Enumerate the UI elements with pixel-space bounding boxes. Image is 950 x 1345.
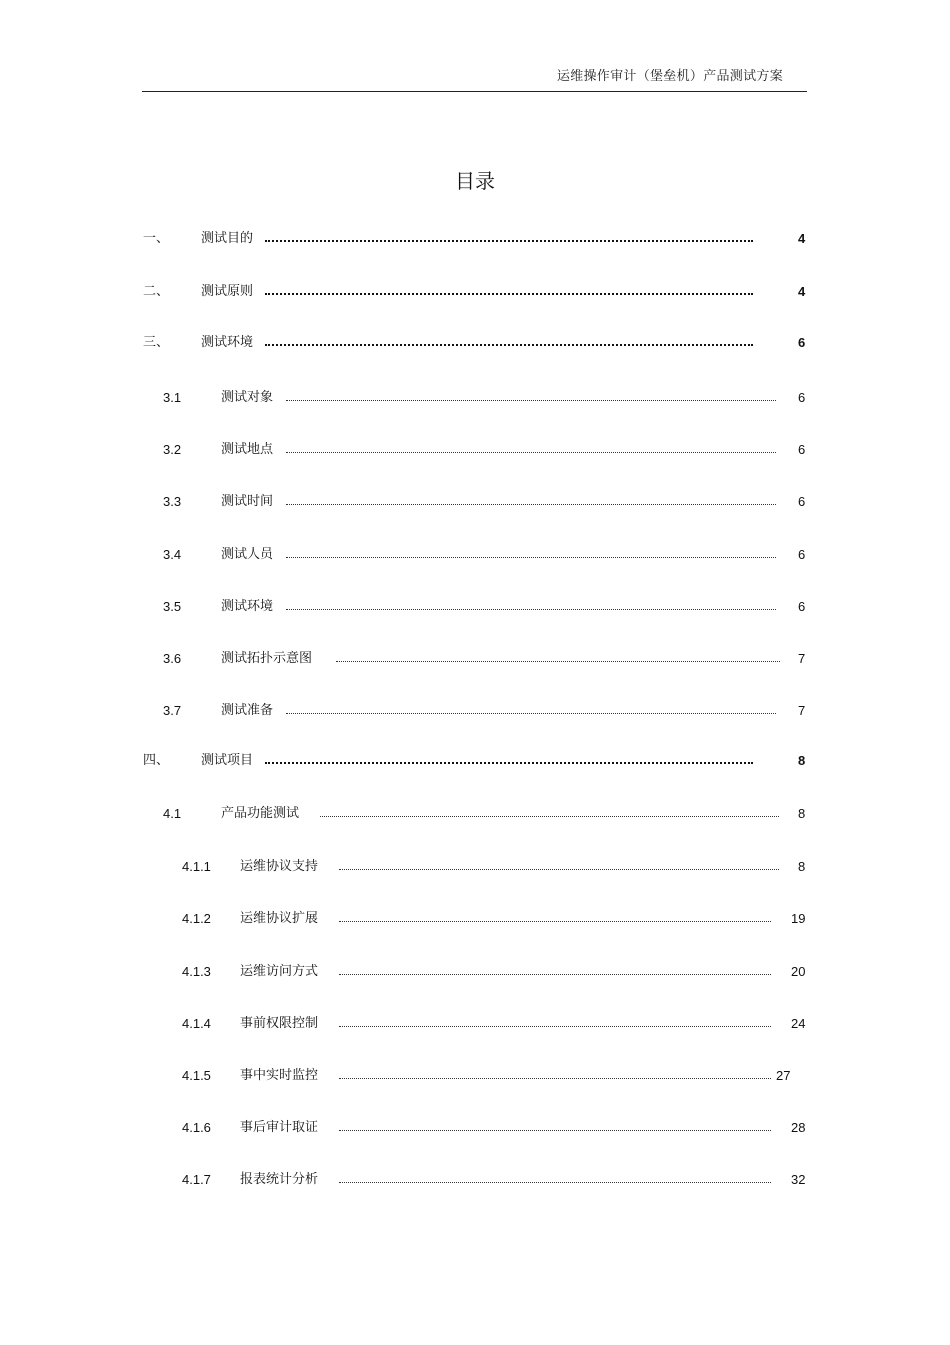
toc-entry-label: 测试准备 bbox=[221, 703, 274, 718]
toc-entry-label: 运维访问方式 bbox=[240, 964, 319, 979]
toc-entry[interactable] bbox=[182, 1170, 808, 1190]
toc-dot-leader bbox=[339, 869, 779, 870]
toc-dot-leader bbox=[336, 661, 780, 662]
toc-entry-page: 20 bbox=[791, 964, 806, 979]
toc-dot-leader bbox=[339, 921, 771, 922]
toc-entry-number: 一、 bbox=[143, 231, 170, 246]
toc-entry-number: 4.1.5 bbox=[182, 1068, 211, 1083]
toc-entry[interactable] bbox=[163, 597, 808, 617]
toc-dot-leader bbox=[339, 1182, 771, 1183]
toc-entry-number: 3.3 bbox=[163, 494, 182, 509]
toc-entry-page: 6 bbox=[798, 547, 806, 562]
toc-dot-leader bbox=[286, 504, 776, 505]
running-header-title: 运维操作审计（堡垒机）产品测试方案 bbox=[556, 69, 783, 84]
toc-dot-leader bbox=[339, 974, 771, 975]
toc-entry-number: 4.1.6 bbox=[182, 1120, 211, 1135]
toc-entry-page: 24 bbox=[791, 1016, 806, 1031]
toc-entry-label: 测试环境 bbox=[221, 599, 274, 614]
toc-entry[interactable] bbox=[143, 751, 808, 771]
toc-entry-label: 产品功能测试 bbox=[221, 806, 300, 821]
toc-entry-page: 6 bbox=[798, 335, 806, 350]
toc-dot-leader bbox=[286, 452, 776, 453]
toc-dot-leader bbox=[286, 713, 776, 714]
toc-dot-leader bbox=[265, 762, 753, 764]
toc-entry-page: 32 bbox=[791, 1172, 806, 1187]
toc-entry-page: 8 bbox=[798, 753, 806, 768]
toc-heading: 目录 bbox=[455, 169, 495, 193]
toc-dot-leader bbox=[265, 240, 753, 242]
toc-entry-page: 8 bbox=[798, 859, 806, 874]
toc-entry[interactable] bbox=[143, 282, 808, 302]
toc-entry[interactable] bbox=[182, 909, 808, 929]
toc-entry-number: 4.1 bbox=[163, 806, 182, 821]
toc-entry-label: 测试环境 bbox=[201, 335, 254, 350]
toc-entry-page: 27 bbox=[776, 1068, 791, 1083]
toc-dot-leader bbox=[286, 609, 776, 610]
toc-dot-leader bbox=[286, 400, 776, 401]
toc-entry[interactable] bbox=[163, 388, 808, 408]
toc-entry-number: 二、 bbox=[143, 284, 170, 299]
toc-entry-page: 4 bbox=[798, 284, 806, 299]
toc-entry-number: 3.7 bbox=[163, 703, 182, 718]
toc-entry-page: 6 bbox=[798, 494, 806, 509]
toc-entry[interactable] bbox=[163, 492, 808, 512]
toc-dot-leader bbox=[265, 344, 753, 346]
toc-entry-label: 报表统计分析 bbox=[240, 1172, 319, 1187]
toc-entry-page: 6 bbox=[798, 442, 806, 457]
toc-dot-leader bbox=[320, 816, 779, 817]
toc-entry-page: 28 bbox=[791, 1120, 806, 1135]
toc-entry[interactable] bbox=[163, 649, 808, 669]
toc-entry[interactable] bbox=[182, 962, 808, 982]
toc-entry[interactable] bbox=[143, 333, 808, 353]
toc-entry[interactable] bbox=[182, 1066, 808, 1086]
toc-entry-label: 测试原则 bbox=[201, 284, 254, 299]
toc-entry-number: 4.1.7 bbox=[182, 1172, 211, 1187]
toc-entry-label: 测试目的 bbox=[201, 231, 254, 246]
toc-entry-page: 6 bbox=[798, 390, 806, 405]
toc-entry-page: 6 bbox=[798, 599, 806, 614]
toc-entry[interactable] bbox=[143, 229, 808, 249]
toc-entry-number: 三、 bbox=[143, 335, 170, 350]
toc-entry[interactable] bbox=[163, 440, 808, 460]
toc-entry-number: 4.1.1 bbox=[182, 859, 211, 874]
toc-dot-leader bbox=[339, 1130, 771, 1131]
toc-dot-leader bbox=[339, 1078, 771, 1079]
toc-entry-number: 3.1 bbox=[163, 390, 182, 405]
toc-entry-label: 测试人员 bbox=[221, 547, 274, 562]
toc-entry[interactable] bbox=[182, 1014, 808, 1034]
toc-entry-label: 测试对象 bbox=[221, 390, 274, 405]
toc-entry[interactable] bbox=[163, 545, 808, 565]
toc-entry-label: 测试时间 bbox=[221, 494, 274, 509]
toc-entry-label: 测试项目 bbox=[201, 753, 254, 768]
toc-entry-number: 4.1.3 bbox=[182, 964, 211, 979]
toc-entry-page: 19 bbox=[791, 911, 806, 926]
toc-entry-number: 3.5 bbox=[163, 599, 182, 614]
toc-entry-label: 测试地点 bbox=[221, 442, 274, 457]
toc-entry-page: 7 bbox=[798, 651, 806, 666]
toc-entry[interactable] bbox=[163, 701, 808, 721]
toc-dot-leader bbox=[339, 1026, 771, 1027]
toc-entry-label: 运维协议扩展 bbox=[240, 911, 319, 926]
toc-entry-label: 事后审计取证 bbox=[240, 1120, 319, 1135]
toc-entry-number: 3.4 bbox=[163, 547, 182, 562]
toc-entry-number: 4.1.4 bbox=[182, 1016, 211, 1031]
toc-entry-number: 3.2 bbox=[163, 442, 182, 457]
toc-entry-page: 7 bbox=[798, 703, 806, 718]
header-divider bbox=[142, 91, 807, 92]
toc-entry-label: 运维协议支持 bbox=[240, 859, 319, 874]
toc-entry-number: 四、 bbox=[143, 753, 170, 768]
toc-entry-page: 4 bbox=[798, 231, 806, 246]
toc-entry-number: 3.6 bbox=[163, 651, 182, 666]
toc-entry[interactable] bbox=[182, 857, 808, 877]
toc-entry-label: 事前权限控制 bbox=[240, 1016, 319, 1031]
toc-entry-page: 8 bbox=[798, 806, 806, 821]
toc-dot-leader bbox=[265, 293, 753, 295]
toc-entry-label: 测试拓扑示意图 bbox=[221, 651, 313, 666]
toc-entry-label: 事中实时监控 bbox=[240, 1068, 319, 1083]
toc-dot-leader bbox=[286, 557, 776, 558]
toc-entry-number: 4.1.2 bbox=[182, 911, 211, 926]
toc-entry[interactable] bbox=[163, 804, 808, 824]
toc-entry[interactable] bbox=[182, 1118, 808, 1138]
